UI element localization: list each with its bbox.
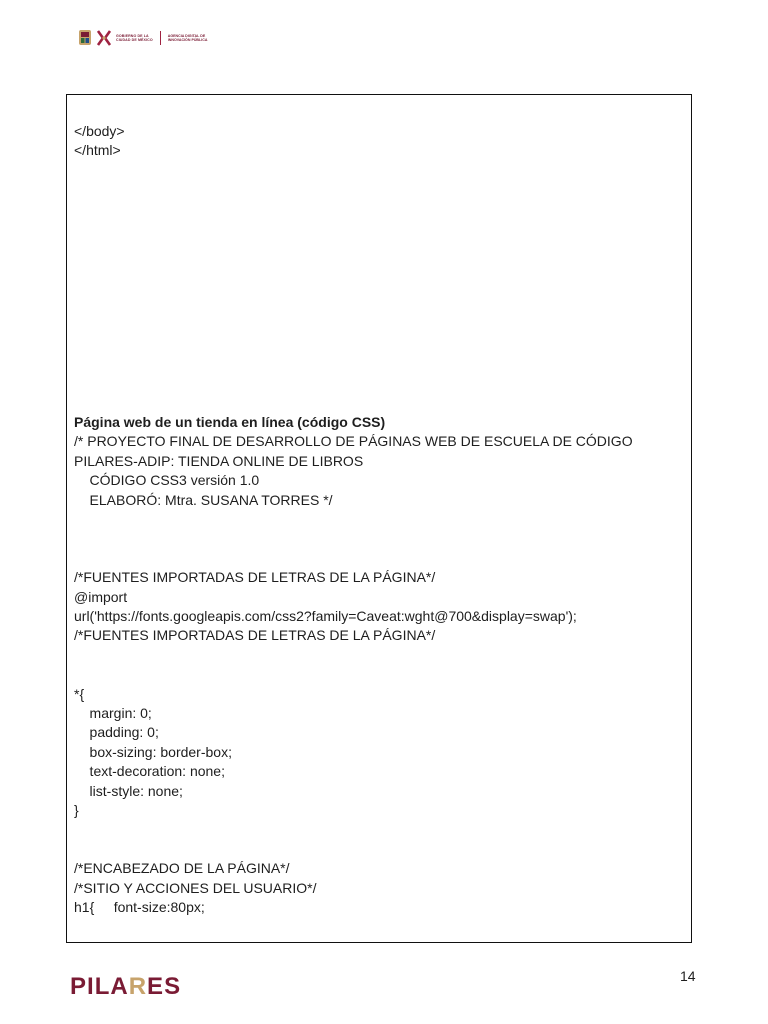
code-line xyxy=(74,510,685,529)
code-line xyxy=(74,840,685,859)
code-line: /*FUENTES IMPORTADAS DE LETRAS DE LA PÁGINA*/ xyxy=(74,627,436,644)
code-line: ELABORÓ: Mtra. SUSANA TORRES */ xyxy=(74,491,333,508)
code-line xyxy=(74,549,685,568)
header-logo xyxy=(78,26,207,50)
code-frame xyxy=(66,94,692,943)
code-line xyxy=(74,219,685,238)
agency-line-2: INNOVACIÓN PÚBLICA xyxy=(167,38,208,42)
code-line: h1{ font-size:80px; xyxy=(74,898,205,915)
code-line xyxy=(74,355,685,374)
code-line xyxy=(74,335,685,354)
agency-name xyxy=(168,34,208,43)
code-line: CÓDIGO CSS3 versión 1.0 xyxy=(74,472,260,489)
code-line: url('https://fonts.googleapis.com/css2?family=Caveat:wght@700&display=swap'); xyxy=(74,607,577,624)
agency-line-1: AGENCIA DIGITAL DE xyxy=(167,33,206,38)
code-line: /* PROYECTO FINAL DE DESARROLLO DE PÁGINAS WEB DE ESCUELA DE CÓDIGO xyxy=(74,433,633,450)
cdmx-x-icon xyxy=(96,29,112,47)
page-number: 14 xyxy=(680,968,696,984)
code-line xyxy=(74,529,685,548)
code-line xyxy=(74,258,685,277)
code-line: PILARES-ADIP: TIENDA ONLINE DE LIBROS xyxy=(74,452,364,469)
government-name xyxy=(116,34,153,43)
brand-letter: S xyxy=(164,973,182,1000)
brand-letter: E xyxy=(147,973,165,1000)
code-line: padding: 0; xyxy=(74,724,159,741)
brand-letter: R xyxy=(128,973,148,1000)
gov-line-2: CIUDAD DE MÉXICO xyxy=(116,38,153,42)
code-line: </html> xyxy=(74,142,121,159)
brand-letter: A xyxy=(110,973,129,1000)
code-line: @import xyxy=(74,588,128,605)
brand-letter: P xyxy=(70,973,88,1000)
code-line xyxy=(74,316,685,335)
code-line: margin: 0; xyxy=(74,704,152,721)
code-line: *{ xyxy=(74,685,85,702)
code-line xyxy=(74,200,685,219)
header-divider xyxy=(160,31,161,45)
code-line: text-decoration: none; xyxy=(74,763,225,780)
code-line xyxy=(74,238,685,257)
code-line xyxy=(74,374,685,393)
code-line xyxy=(74,180,685,199)
code-line: /*FUENTES IMPORTADAS DE LETRAS DE LA PÁGINA*/ xyxy=(74,569,436,586)
code-listing xyxy=(74,122,685,917)
code-line: /*SITIO Y ACCIONES DEL USUARIO*/ xyxy=(74,879,317,896)
section-heading: Página web de un tienda en línea (código CSS) xyxy=(74,413,386,430)
code-line xyxy=(74,665,685,684)
code-line xyxy=(74,394,685,413)
code-line xyxy=(74,646,685,665)
brand-letter: I xyxy=(87,973,95,1000)
pilares-logo xyxy=(70,973,181,1001)
code-line xyxy=(74,297,685,316)
code-line xyxy=(74,277,685,296)
code-line: list-style: none; xyxy=(74,782,183,799)
code-line: box-sizing: border-box; xyxy=(74,743,232,760)
gov-line-1: GOBIERNO DE LA xyxy=(116,33,149,38)
code-line xyxy=(74,820,685,839)
code-line: /*ENCABEZADO DE LA PÁGINA*/ xyxy=(74,860,290,877)
brand-letter: L xyxy=(94,973,111,1000)
coat-of-arms-icon xyxy=(78,29,92,47)
code-line: </body> xyxy=(74,123,125,139)
code-line: } xyxy=(74,801,79,818)
code-line xyxy=(74,161,685,180)
